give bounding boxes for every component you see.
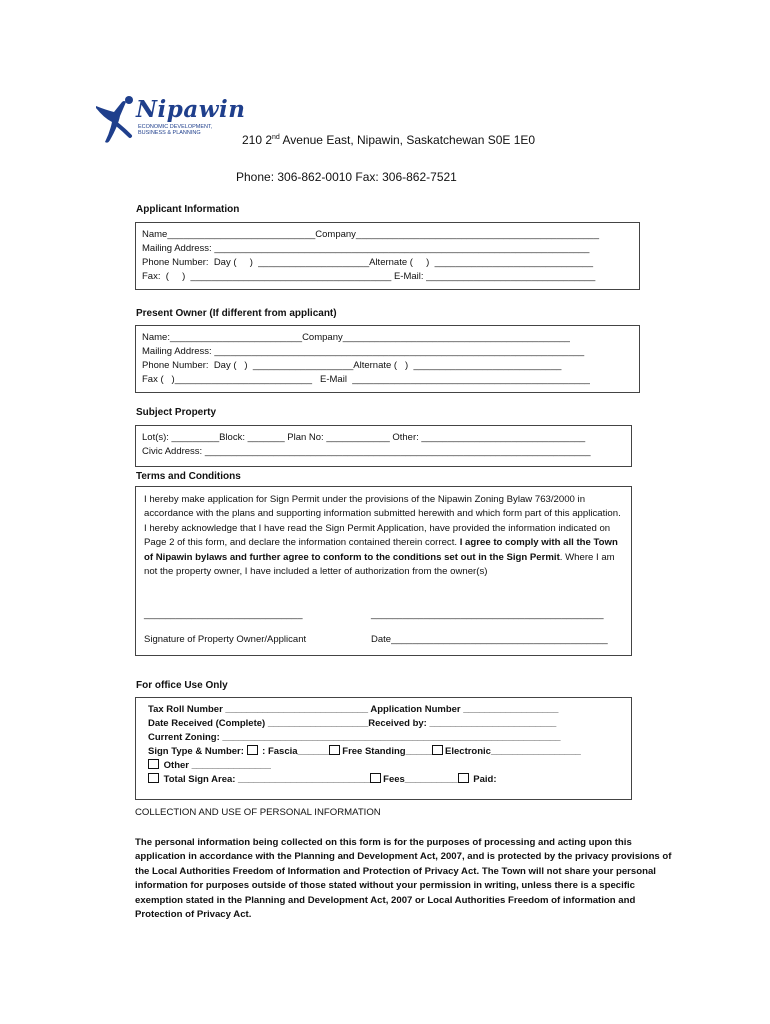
terms-text-part1: I hereby make application for Sign Permit under the provisions of the Nipawin Zoning Bylaw 763/2000 in accordance with the plans and supporting information submitted herewith and which form part of this application. I hereby acknowledge that I have read the Sign Permit Application, have provided the information indicated on Page 2 of this form, and declare the information contained therein correct. <box>144 494 621 549</box>
applicant-info-box <box>135 222 640 290</box>
terms-paragraph <box>144 493 626 579</box>
office-use-box <box>135 697 632 800</box>
current-zoning-field[interactable]: Current Zoning: ________________________________________________________________ <box>148 732 561 743</box>
owner-name-company-field[interactable]: Name:_________________________Company___________________________________________ <box>142 332 570 343</box>
sign-type-label: Sign Type & Number: <box>148 746 244 757</box>
applicant-name-company-field[interactable]: Name____________________________Company______________________________________________ <box>142 229 599 240</box>
electronic-checkbox[interactable] <box>432 745 443 755</box>
other-checkbox[interactable] <box>148 759 159 769</box>
electronic-label: Electronic_________________ <box>445 746 581 757</box>
date-field[interactable]: Date_________________________________________ <box>371 634 608 645</box>
fascia-checkbox[interactable] <box>247 745 258 755</box>
fees-checkbox[interactable] <box>370 773 381 783</box>
nipawin-logo <box>92 92 246 148</box>
logo-tagline: ECONOMIC DEVELOPMENT, BUSINESS & PLANNING <box>138 124 213 136</box>
total-area-row <box>148 773 497 787</box>
paid-checkbox[interactable] <box>458 773 469 783</box>
terms-section-title: Terms and Conditions <box>136 471 241 482</box>
signature-line[interactable]: ______________________________ <box>144 609 303 620</box>
total-area-checkbox[interactable] <box>148 773 159 783</box>
applicant-fax-email-field[interactable]: Fax: ( ) ______________________________________ E-Mail: ________________________________ <box>142 271 596 282</box>
signature-label: Signature of Property Owner/Applicant <box>144 634 307 645</box>
owner-mailing-address-field[interactable]: Mailing Address: ______________________________________________________________________ <box>142 346 585 357</box>
date-received-field[interactable]: Date Received (Complete) ___________________Received by: ________________________ <box>148 718 557 729</box>
office-section-title: For office Use Only <box>136 680 228 691</box>
collection-title: COLLECTION AND USE OF PERSONAL INFORMATION <box>135 807 381 818</box>
date-line[interactable]: ____________________________________________ <box>371 609 604 620</box>
terms-text-bold: I agree to comply with all the Town of Nipawin bylaws and further agree to conform to the conditions set out in the Sign Permit <box>144 537 618 563</box>
owner-info-box <box>135 325 640 393</box>
other-row <box>148 759 271 773</box>
paid-label: Paid: <box>470 774 497 785</box>
phone-fax-line: Phone: 306-862-0010 Fax: 306-862-7521 <box>236 170 457 184</box>
tax-roll-application-field[interactable]: Tax Roll Number ___________________________ Application Number __________________ <box>148 704 559 715</box>
sign-type-row <box>148 745 581 759</box>
other-label: Other _______________ <box>161 760 271 771</box>
property-section-title: Subject Property <box>136 407 217 418</box>
fascia-label: : Fascia______ <box>259 746 330 757</box>
owner-phone-field[interactable]: Phone Number: Day ( ) ___________________Alternate ( ) ____________________________ <box>142 360 562 371</box>
free-standing-checkbox[interactable] <box>329 745 340 755</box>
applicant-phone-field[interactable]: Phone Number: Day ( ) _____________________Alternate ( ) ______________________________ <box>142 257 594 268</box>
fees-label: Fees__________ <box>383 774 458 785</box>
terms-box <box>135 486 632 656</box>
address-suffix: nd <box>272 134 280 141</box>
property-info-box <box>135 425 632 467</box>
owner-fax-email-field[interactable]: Fax ( )__________________________ E-Mail _____________________________________________ <box>142 374 590 385</box>
property-civic-address-field[interactable]: Civic Address: _________________________________________________________________________ <box>142 446 591 457</box>
address-line <box>242 133 535 147</box>
terms-text-part2: . Where I am not the property owner, I have included a letter of authorization from the owner(s) <box>144 551 615 578</box>
applicant-mailing-address-field[interactable]: Mailing Address: _______________________________________________________________________ <box>142 243 590 254</box>
runner-figure-icon <box>92 92 140 148</box>
applicant-section-title: Applicant Information <box>136 204 240 215</box>
address-rest: Avenue East, Nipawin, Saskatchewan S0E 1E0 <box>279 133 536 147</box>
owner-section-title: Present Owner (If different from applicant) <box>136 308 337 319</box>
collection-paragraph: The personal information being collected on this form is for the purposes of processing and acting upon this application in accordance with the Planning and Development Act, 2007, and is protected by the privacy provisions of the Local Authorities Freedom of Information and Protection of Privacy Act. The Town will not share your personal information for purposes outside of those stated without your permission in writing, unless there is a specific exemption stated in the Planning and Development Act, 2007 or Local Authorities Freedom of information and Protection of Privacy Act. <box>135 837 672 921</box>
address-number: 210 2 <box>242 133 273 147</box>
logo-wordmark: Nipawin <box>136 96 246 123</box>
property-lot-block-plan-field[interactable]: Lot(s): _________Block: _______ Plan No: ____________ Other: _______________________________ <box>142 432 586 443</box>
total-area-label: Total Sign Area: _________________________ <box>161 774 371 785</box>
free-standing-label: Free Standing_____ <box>342 746 433 757</box>
